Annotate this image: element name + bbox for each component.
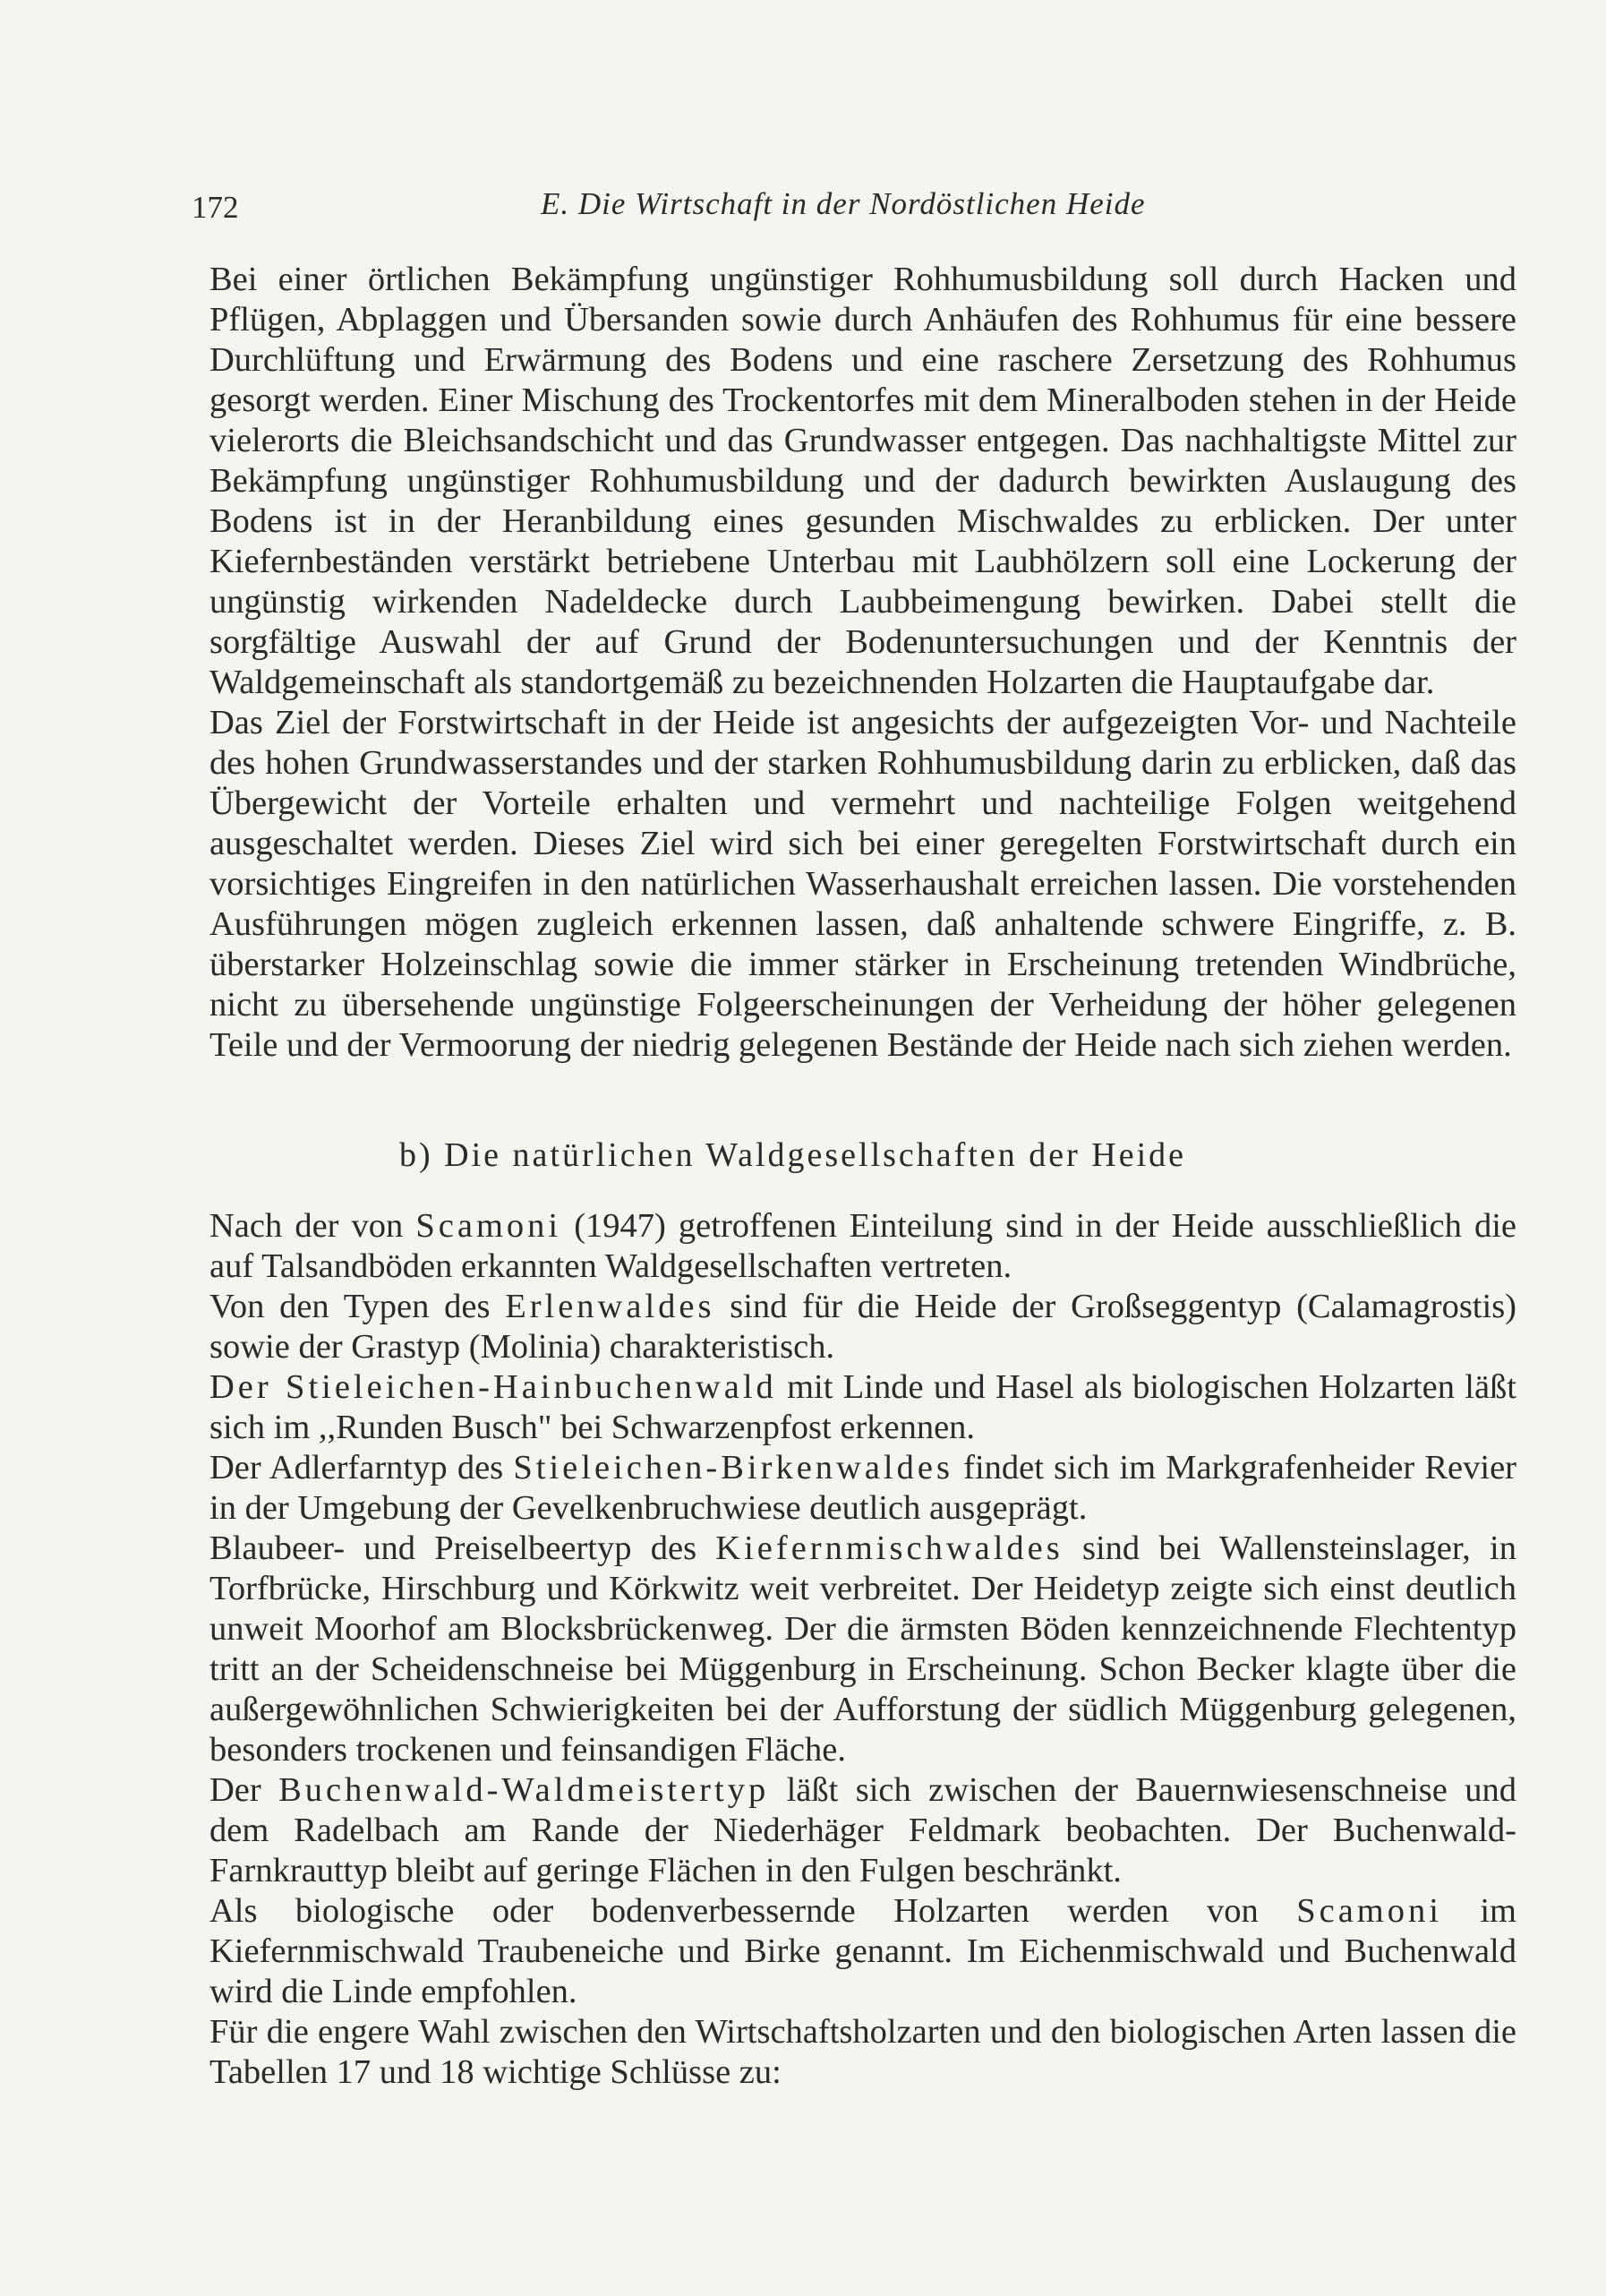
paragraph: Als biologische oder bodenverbessernde Holzarten werden von Scamoni im Kiefernmischwald Traubeneiche und Birke genannt. Im Eichenmischwald und Buchenwald wird die Linde empfohlen. [209, 1892, 1516, 2010]
spaced-forest-type: Buchenwald-Waldmeistertyp [278, 1771, 770, 1809]
paragraph: Blaubeer- und Preiselbeertyp des Kiefernmischwaldes sind bei Wallensteinslager, in Torfbrücke, Hirschburg und Körkwitz weit verbreitet. Der Heidetyp zeigte sich einst deutlich unweit Moorhof am Blocksbrückenweg. Der die ärmsten Böden kennzeichnende Flechtentyp tritt an der Scheidenschneise bei Müggenburg in Erscheinung. Schon Becker klagte über die außergewöhnlichen Schwierigkeiten bei der Aufforstung der südlich Müggenburg gelegenen, besonders trockenen und feinsandigen Fläche. [209, 1529, 1516, 1769]
running-title: E. Die Wirtschaft in der Nordöstlichen Heide [541, 186, 1146, 221]
paragraph: Das Ziel der Forstwirtschaft in der Heide ist angesichts der aufgezeigten Vor- und Nachteile des hohen Grundwasserstandes und der starken Rohhumusbildung darin zu erblicken, daß das Übergewicht der Vorteile erhalten und vermehrt und nachteilige Folgen weitgehend ausgeschaltet werden. Dieses Ziel wird sich bei einer geregelten Forstwirtschaft durch ein vorsichtiges Eingreifen in den natürlichen Wasserhaushalt erreichen lassen. Die vorstehenden Ausführungen mögen zugleich erkennen lassen, daß anhaltende schwere Eingriffe, z. B. überstarker Holzeinschlag sowie die immer stärker in Erscheinung tretenden Windbrüche, nicht zu übersehende ungünstige Folgeerscheinungen der Verheidung der höher gelegenen Teile und der Vermoorung der niedrig gelegenen Bestände der Heide nach sich ziehen werden. [209, 704, 1516, 1064]
paragraph: Für die engere Wahl zwischen den Wirtschaftsholzarten und den biologischen Arten lassen die Tabellen 17 und 18 wichtige Schlüsse zu: [209, 2013, 1516, 2091]
paragraph: Der Adlerfarntyp des Stieleichen-Birkenwaldes findet sich im Markgrafenheider Revier in der Umgebung der Gevelkenbruchwiese deutlich ausgeprägt. [209, 1449, 1516, 1527]
running-head [192, 186, 1409, 235]
section-heading: b) Die natürlichen Waldgesellschaften der Heide [399, 1136, 1186, 1174]
paragraph: Der Buchenwald-Waldmeistertyp läßt sich zwischen der Bauernwiesenschneise und dem Radelbach am Rande der Niederhäger Feldmark beobachten. Der Buchenwald-Farnkrauttyp bleibt auf geringe Flächen in den Fulgen beschränkt. [209, 1771, 1517, 1889]
spaced-author-name: Scamoni [415, 1207, 562, 1245]
spaced-forest-type: Stieleichen-Birkenwaldes [513, 1449, 953, 1486]
spaced-forest-type: Kiefernmischwaldes [715, 1529, 1064, 1567]
spaced-forest-type: Der Stieleichen-Hainbuchenwald [209, 1368, 777, 1406]
page-number: 172 [192, 190, 239, 225]
paragraph: Von den Typen des Erlenwaldes sind für die Heide der Großseggentyp (Calamagrostis) sowie der Grastyp (Molinia) charakteristisch. [209, 1288, 1516, 1366]
paragraph: Nach der von Scamoni (1947) getroffenen Einteilung sind in der Heide ausschließlich die auf Talsandböden erkannten Waldgesellschaften vertreten. [209, 1207, 1516, 1285]
spaced-forest-type: Erlenwaldes [505, 1288, 715, 1325]
paragraph: Bei einer örtlichen Bekämpfung ungünstiger Rohhumusbildung soll durch Hacken und Pflügen, Abplaggen und Übersanden sowie durch Anhäufen des Rohhumus für eine bessere Durchlüftung und Erwärmung des Bodens und eine raschere Zersetzung des Rohhumus gesorgt werden. Einer Mischung des Trockentorfes mit dem Mineralboden stehen in der Heide vielerorts die Bleichsandschicht und das Grundwasser entgegen. Das nachhaltigste Mittel zur Bekämpfung ungünstiger Rohhumusbildung und der dadurch bewirkten Auslaugung des Bodens ist in der Heranbildung eines gesunden Mischwaldes zu erblicken. Der unter Kiefernbeständen verstärkt betriebene Unterbau mit Laubhölzern soll eine Lockerung der ungünstig wirkenden Nadeldecke durch Laubbeimengung bewirken. Dabei stellt die sorgfältige Auswahl der auf Grund der Bodenuntersuchungen und der Kenntnis der Waldgemeinschaft als standortgemäß zu bezeichnenden Holzarten die Hauptaufgabe dar. [209, 261, 1516, 701]
spaced-author-name: Scamoni [1296, 1892, 1442, 1930]
paragraph: Der Stieleichen-Hainbuchenwald mit Linde und Hasel als biologischen Holzarten läßt sich im ,,Runden Busch" bei Schwarzenpfost erkennen. [209, 1368, 1516, 1446]
body-text [209, 260, 1516, 2093]
